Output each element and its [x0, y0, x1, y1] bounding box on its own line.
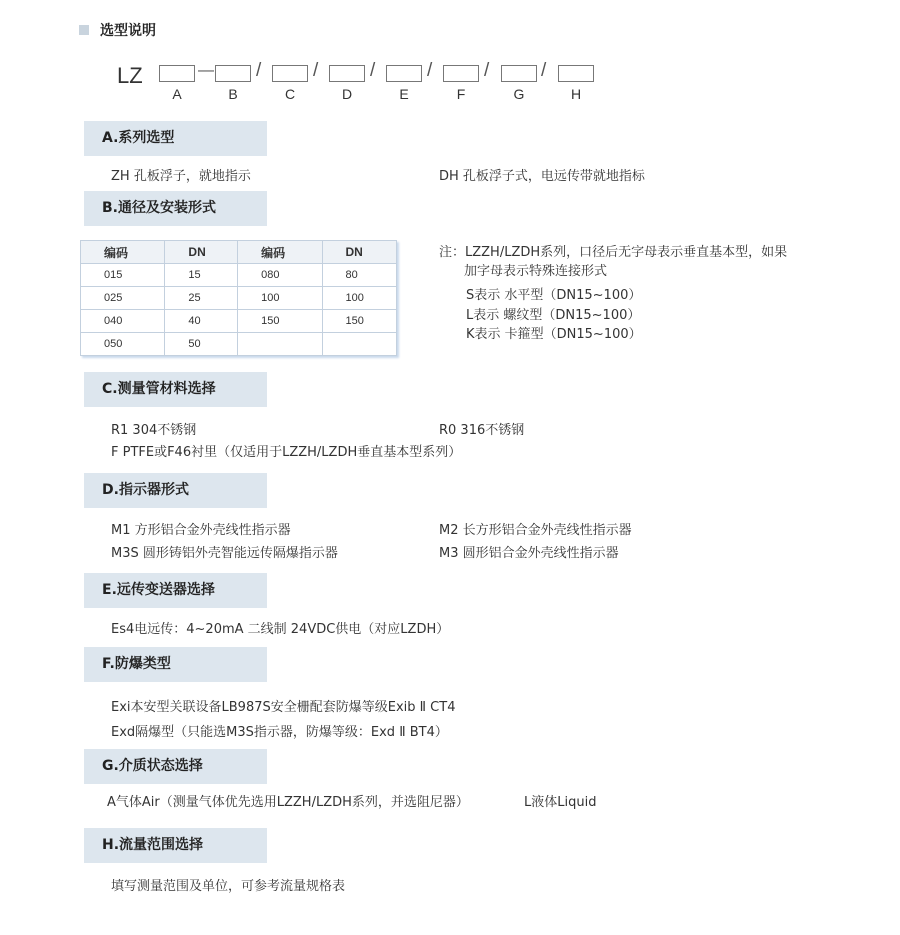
code-label-d: D [341, 86, 353, 102]
code-box-b [215, 65, 251, 82]
code-box-g [501, 65, 537, 82]
code-separator-slash: / [541, 60, 547, 81]
code-separator-slash: / [256, 60, 262, 81]
indicator-m1: M1 方形铝合金外壳线性指示器 [111, 523, 291, 538]
section-header-f: F.防爆类型 [84, 647, 267, 682]
table-cell: 015 [81, 264, 165, 287]
diameter-note-line2: 加字母表示特殊连接形式 [464, 264, 608, 279]
series-dh: DH 孔板浮子式，电远传带就地指标 [439, 169, 645, 184]
code-separator-slash: / [484, 60, 490, 81]
connection-option-l: L表示 螺纹型（DN15~100） [466, 308, 641, 323]
table-cell: 100 [238, 287, 322, 310]
code-separator-slash: / [370, 60, 376, 81]
table-cell: 150 [322, 310, 397, 333]
section-header-d: D.指示器形式 [84, 473, 267, 508]
code-label-h: H [570, 86, 582, 102]
medium-liquid: L液体Liquid [524, 795, 597, 810]
table-cell: 50 [165, 333, 238, 356]
flow-range-note: 填写测量范围及单位，可参考流量规格表 [111, 879, 346, 894]
table-cell: 80 [322, 264, 397, 287]
section-header-a: A.系列选型 [84, 121, 267, 156]
table-header: DN [322, 241, 397, 264]
code-box-e [386, 65, 422, 82]
table-cell: 150 [238, 310, 322, 333]
table-cell [322, 333, 397, 356]
code-label-c: C [284, 86, 296, 102]
code-box-a [159, 65, 195, 82]
material-f: F PTFE或F46衬里（仅适用于LZZH/LZDH垂直基本型系列） [111, 445, 462, 460]
series-zh: ZH 孔板浮子，就地指示 [111, 169, 251, 184]
diameter-note-line1: 注：LZZH/LZDH系列，口径后无字母表示垂直基本型，如果 [439, 245, 788, 260]
table-header-row [81, 241, 397, 264]
table-cell: 025 [81, 287, 165, 310]
explosion-exd: Exd隔爆型（只能选M3S指示器，防爆等级：Exd Ⅱ BT4） [111, 725, 448, 740]
section-header-b: B.通径及安装形式 [84, 191, 267, 226]
code-label-f: F [456, 86, 466, 102]
connection-option-s: S表示 水平型（DN15~100） [466, 288, 642, 303]
table-cell: 050 [81, 333, 165, 356]
table-row [81, 287, 397, 310]
table-cell: 25 [165, 287, 238, 310]
table-cell [238, 333, 322, 356]
code-label-a: A [172, 86, 182, 102]
code-label-b: B [228, 86, 238, 102]
table-row [81, 333, 397, 356]
code-separator-slash: / [427, 60, 433, 81]
code-separator-slash: / [313, 60, 319, 81]
table-header: 编码 [238, 241, 322, 264]
transmitter-es4: Es4电远传：4~20mA 二线制 24VDC供电（对应LZDH） [111, 622, 450, 637]
table-row [81, 310, 397, 333]
code-label-g: G [513, 86, 525, 102]
explosion-exi: Exi本安型关联设备LB987S安全栅配套防爆等级Exib Ⅱ CT4 [111, 700, 456, 715]
model-prefix: LZ [117, 63, 143, 88]
table-cell: 15 [165, 264, 238, 287]
code-box-d [329, 65, 365, 82]
connection-option-k: K表示 卡箍型（DN15~100） [466, 327, 642, 342]
indicator-m3s: M3S 圆形铸铝外壳智能远传隔爆指示器 [111, 546, 338, 561]
code-box-f [443, 65, 479, 82]
table-cell: 40 [165, 310, 238, 333]
table-cell: 100 [322, 287, 397, 310]
section-header-c: C.测量管材料选择 [84, 372, 267, 407]
indicator-m3: M3 圆形铝合金外壳线性指示器 [439, 546, 619, 561]
code-separator-dash: — [198, 62, 214, 79]
table-header: 编码 [81, 241, 165, 264]
table-header: DN [165, 241, 238, 264]
page-title: 选型说明 [100, 23, 156, 39]
code-box-h [558, 65, 594, 82]
section-header-h: H.流量范围选择 [84, 828, 267, 863]
section-header-e: E.远传变送器选择 [84, 573, 267, 608]
diameter-table [80, 240, 397, 356]
indicator-m2: M2 长方形铝合金外壳线性指示器 [439, 523, 632, 538]
table-cell: 040 [81, 310, 165, 333]
table-cell: 080 [238, 264, 322, 287]
table-row [81, 264, 397, 287]
material-r0: R0 316不锈钢 [439, 423, 525, 438]
title-marker [79, 25, 89, 35]
medium-air: A气体Air（测量气体优先选用LZZH/LZDH系列，并选阻尼器） [107, 795, 469, 810]
material-r1: R1 304不锈钢 [111, 423, 197, 438]
code-label-e: E [399, 86, 409, 102]
code-box-c [272, 65, 308, 82]
section-header-g: G.介质状态选择 [84, 749, 267, 784]
